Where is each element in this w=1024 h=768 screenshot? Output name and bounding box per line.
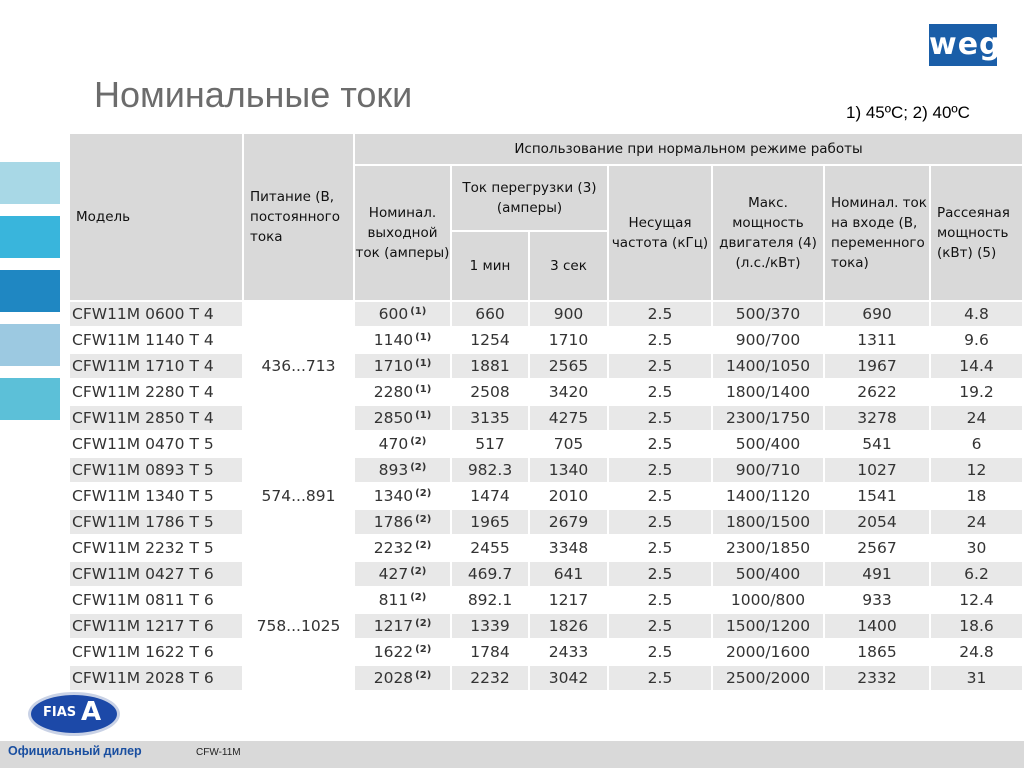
overload-3sec-cell: 1710 <box>529 327 608 353</box>
overload-3sec-cell: 3420 <box>529 379 608 405</box>
nominal-input-cell: 2332 <box>824 665 930 691</box>
max-power-cell: 2300/1750 <box>712 405 824 431</box>
side-swatch <box>0 216 60 258</box>
dissipated-power-cell: 19.2 <box>930 379 1023 405</box>
overload-3sec-cell: 1340 <box>529 457 608 483</box>
supply-voltage-cell: 758...1025 <box>243 561 354 691</box>
model-cell: CFW11M 0893 T 5 <box>69 457 243 483</box>
overload-1min-cell: 982.3 <box>451 457 529 483</box>
max-power-cell: 1400/1120 <box>712 483 824 509</box>
dissipated-power-cell: 9.6 <box>930 327 1023 353</box>
model-cell: CFW11M 1710 T 4 <box>69 353 243 379</box>
official-dealer-label: Официальный дилер <box>8 744 142 758</box>
nominal-output-value: 1340 <box>373 487 414 505</box>
model-cell: CFW11M 1340 T 5 <box>69 483 243 509</box>
overload-3sec-cell: 900 <box>529 301 608 327</box>
overload-1min-cell: 1474 <box>451 483 529 509</box>
max-power-cell: 2300/1850 <box>712 535 824 561</box>
nominal-input-cell: 1865 <box>824 639 930 665</box>
overload-3sec-cell: 1826 <box>529 613 608 639</box>
model-cell: CFW11M 1622 T 6 <box>69 639 243 665</box>
max-power-cell: 1000/800 <box>712 587 824 613</box>
carrier-freq-cell: 2.5 <box>608 405 712 431</box>
overload-3sec-cell: 1217 <box>529 587 608 613</box>
nominal-output-value: 1622 <box>373 643 414 661</box>
overload-1min-cell: 517 <box>451 431 529 457</box>
overload-3sec-cell: 4275 <box>529 405 608 431</box>
footnote-mark: (2) <box>410 436 427 447</box>
nominal-output-cell <box>354 353 451 379</box>
fias-logo-text: FIAS <box>43 705 77 720</box>
side-swatch <box>0 324 60 366</box>
nominal-output-value: 600 <box>378 305 409 323</box>
max-power-cell: 1800/1500 <box>712 509 824 535</box>
table-row <box>69 665 1023 691</box>
nominal-input-cell: 2567 <box>824 535 930 561</box>
overload-1min-cell: 1965 <box>451 509 529 535</box>
nominal-output-cell <box>354 405 451 431</box>
nominal-output-cell <box>354 457 451 483</box>
nominal-output-cell <box>354 665 451 691</box>
carrier-freq-cell: 2.5 <box>608 665 712 691</box>
nominal-input-cell: 2054 <box>824 509 930 535</box>
overload-1min-cell: 1881 <box>451 353 529 379</box>
max-power-cell: 500/400 <box>712 431 824 457</box>
supply-voltage-cell: 436...713 <box>243 301 354 431</box>
model-cell: CFW11M 0427 T 6 <box>69 561 243 587</box>
nominal-output-cell <box>354 613 451 639</box>
nominal-output-value: 1710 <box>373 357 414 375</box>
dissipated-power-cell: 31 <box>930 665 1023 691</box>
dissipated-power-cell: 14.4 <box>930 353 1023 379</box>
overload-1min-cell: 892.1 <box>451 587 529 613</box>
overload-3sec-cell: 2679 <box>529 509 608 535</box>
overload-1min-cell: 469.7 <box>451 561 529 587</box>
header-model: Модель <box>69 133 243 301</box>
nominal-output-cell <box>354 639 451 665</box>
nominal-output-value: 2850 <box>373 409 414 427</box>
nominal-output-cell <box>354 327 451 353</box>
header-1-min: 1 мин <box>451 231 529 301</box>
overload-1min-cell: 1339 <box>451 613 529 639</box>
carrier-freq-cell: 2.5 <box>608 587 712 613</box>
overload-1min-cell: 2232 <box>451 665 529 691</box>
nominal-output-cell <box>354 509 451 535</box>
table-row <box>69 509 1023 535</box>
document-id: CFW-11M <box>196 747 241 758</box>
nominal-input-cell: 2622 <box>824 379 930 405</box>
header-normal-mode: Использование при нормальном режиме работы <box>354 133 1023 165</box>
header-nominal-output: Номинал. выходной ток (амперы) <box>354 165 451 301</box>
header-carrier-freq: Несущая частота (кГц) <box>608 165 712 301</box>
nominal-output-cell <box>354 561 451 587</box>
nominal-output-value: 470 <box>378 435 409 453</box>
max-power-cell: 500/400 <box>712 561 824 587</box>
nominal-output-cell <box>354 483 451 509</box>
nominal-input-cell: 541 <box>824 431 930 457</box>
model-cell: CFW11M 0470 T 5 <box>69 431 243 457</box>
carrier-freq-cell: 2.5 <box>608 509 712 535</box>
carrier-freq-cell: 2.5 <box>608 301 712 327</box>
nominal-output-value: 1217 <box>373 617 414 635</box>
header-overload: Ток перегрузки (3) (амперы) <box>451 165 608 231</box>
max-power-cell: 2500/2000 <box>712 665 824 691</box>
model-cell: CFW11M 2850 T 4 <box>69 405 243 431</box>
footnote-mark: (2) <box>415 488 432 499</box>
nominal-output-cell <box>354 587 451 613</box>
table-row <box>69 431 1023 457</box>
footnote-mark: (2) <box>415 618 432 629</box>
table-row <box>69 457 1023 483</box>
carrier-freq-cell: 2.5 <box>608 353 712 379</box>
table-row <box>69 535 1023 561</box>
footnote-mark: (2) <box>410 566 427 577</box>
temperature-note: 1) 45ºC; 2) 40ºC <box>846 103 970 122</box>
carrier-freq-cell: 2.5 <box>608 535 712 561</box>
footnote-mark: (2) <box>415 540 432 551</box>
nominal-output-value: 1140 <box>373 331 414 349</box>
footnote-mark: (1) <box>415 384 432 395</box>
dissipated-power-cell: 18.6 <box>930 613 1023 639</box>
header-max-power: Макс. мощность двигателя (4) (л.с./кВт) <box>712 165 824 301</box>
max-power-cell: 2000/1600 <box>712 639 824 665</box>
overload-1min-cell: 1254 <box>451 327 529 353</box>
dissipated-power-cell: 30 <box>930 535 1023 561</box>
nominal-output-cell <box>354 535 451 561</box>
table-row <box>69 639 1023 665</box>
nominal-input-cell: 1541 <box>824 483 930 509</box>
side-swatch <box>0 378 60 420</box>
carrier-freq-cell: 2.5 <box>608 561 712 587</box>
overload-3sec-cell: 3348 <box>529 535 608 561</box>
nominal-input-cell: 491 <box>824 561 930 587</box>
side-swatch <box>0 270 60 312</box>
overload-3sec-cell: 2565 <box>529 353 608 379</box>
overload-1min-cell: 2455 <box>451 535 529 561</box>
nominal-output-value: 1786 <box>373 513 414 531</box>
max-power-cell: 1500/1200 <box>712 613 824 639</box>
nominal-output-cell <box>354 379 451 405</box>
table-row <box>69 587 1023 613</box>
side-swatch <box>0 162 60 204</box>
model-cell: CFW11M 2232 T 5 <box>69 535 243 561</box>
nominal-input-cell: 1027 <box>824 457 930 483</box>
dissipated-power-cell: 24 <box>930 509 1023 535</box>
max-power-cell: 900/700 <box>712 327 824 353</box>
carrier-freq-cell: 2.5 <box>608 483 712 509</box>
footnote-mark: (2) <box>415 644 432 655</box>
overload-3sec-cell: 2010 <box>529 483 608 509</box>
table-row <box>69 561 1023 587</box>
page-title: Номинальные токи <box>94 74 413 115</box>
carrier-freq-cell: 2.5 <box>608 639 712 665</box>
nominal-output-value: 2280 <box>373 383 414 401</box>
overload-3sec-cell: 2433 <box>529 639 608 665</box>
model-cell: CFW11M 1217 T 6 <box>69 613 243 639</box>
dissipated-power-cell: 12.4 <box>930 587 1023 613</box>
carrier-freq-cell: 2.5 <box>608 327 712 353</box>
nominal-input-cell: 1311 <box>824 327 930 353</box>
overload-1min-cell: 3135 <box>451 405 529 431</box>
footnote-mark: (1) <box>415 358 432 369</box>
footnote-mark: (2) <box>415 670 432 681</box>
fias-logo-letter: A <box>81 697 102 727</box>
fias-logo <box>28 692 120 736</box>
footnote-mark: (1) <box>415 410 432 421</box>
carrier-freq-cell: 2.5 <box>608 379 712 405</box>
table-row <box>69 613 1023 639</box>
max-power-cell: 500/370 <box>712 301 824 327</box>
carrier-freq-cell: 2.5 <box>608 431 712 457</box>
weg-logo: weg <box>927 22 999 68</box>
overload-1min-cell: 2508 <box>451 379 529 405</box>
table-row <box>69 379 1023 405</box>
supply-voltage-cell: 574...891 <box>243 431 354 561</box>
header-supply: Питание (В, постоянного тока <box>243 133 354 301</box>
footnote-mark: (2) <box>415 514 432 525</box>
carrier-freq-cell: 2.5 <box>608 457 712 483</box>
max-power-cell: 1400/1050 <box>712 353 824 379</box>
footnote-mark: (2) <box>410 592 427 603</box>
dissipated-power-cell: 24 <box>930 405 1023 431</box>
dissipated-power-cell: 6 <box>930 431 1023 457</box>
nominal-output-cell <box>354 431 451 457</box>
max-power-cell: 1800/1400 <box>712 379 824 405</box>
model-cell: CFW11M 0811 T 6 <box>69 587 243 613</box>
nominal-output-value: 893 <box>378 461 409 479</box>
header-nominal-input: Номинал. ток на входе (В, переменного тока) <box>824 165 930 301</box>
dissipated-power-cell: 12 <box>930 457 1023 483</box>
table-row <box>69 405 1023 431</box>
footnote-mark: (2) <box>410 462 427 473</box>
overload-1min-cell: 660 <box>451 301 529 327</box>
header-3-sec: 3 сек <box>529 231 608 301</box>
nominal-output-value: 427 <box>378 565 409 583</box>
max-power-cell: 900/710 <box>712 457 824 483</box>
table-row <box>69 301 1023 327</box>
nominal-input-cell: 1967 <box>824 353 930 379</box>
footer-bar <box>0 741 1024 768</box>
footnote-mark: (1) <box>415 332 432 343</box>
table-row <box>69 353 1023 379</box>
nominal-input-cell: 933 <box>824 587 930 613</box>
overload-3sec-cell: 705 <box>529 431 608 457</box>
carrier-freq-cell: 2.5 <box>608 613 712 639</box>
model-cell: CFW11M 1786 T 5 <box>69 509 243 535</box>
nominal-input-cell: 1400 <box>824 613 930 639</box>
table-row <box>69 327 1023 353</box>
dissipated-power-cell: 4.8 <box>930 301 1023 327</box>
nominal-input-cell: 690 <box>824 301 930 327</box>
model-cell: CFW11M 1140 T 4 <box>69 327 243 353</box>
footnote-mark: (1) <box>410 306 427 317</box>
model-cell: CFW11M 2280 T 4 <box>69 379 243 405</box>
nominal-output-value: 2232 <box>373 539 414 557</box>
overload-3sec-cell: 3042 <box>529 665 608 691</box>
model-cell: CFW11M 2028 T 6 <box>69 665 243 691</box>
dissipated-power-cell: 18 <box>930 483 1023 509</box>
table-row <box>69 483 1023 509</box>
nominal-output-value: 2028 <box>373 669 414 687</box>
nominal-output-cell <box>354 301 451 327</box>
dissipated-power-cell: 6.2 <box>930 561 1023 587</box>
model-cell: CFW11M 0600 T 4 <box>69 301 243 327</box>
nominal-input-cell: 3278 <box>824 405 930 431</box>
overload-1min-cell: 1784 <box>451 639 529 665</box>
dissipated-power-cell: 24.8 <box>930 639 1023 665</box>
header-dissipated: Рассеяная мощность (кВт) (5) <box>930 165 1023 301</box>
nominal-output-value: 811 <box>378 591 409 609</box>
overload-3sec-cell: 641 <box>529 561 608 587</box>
rated-currents-table <box>68 132 1024 692</box>
